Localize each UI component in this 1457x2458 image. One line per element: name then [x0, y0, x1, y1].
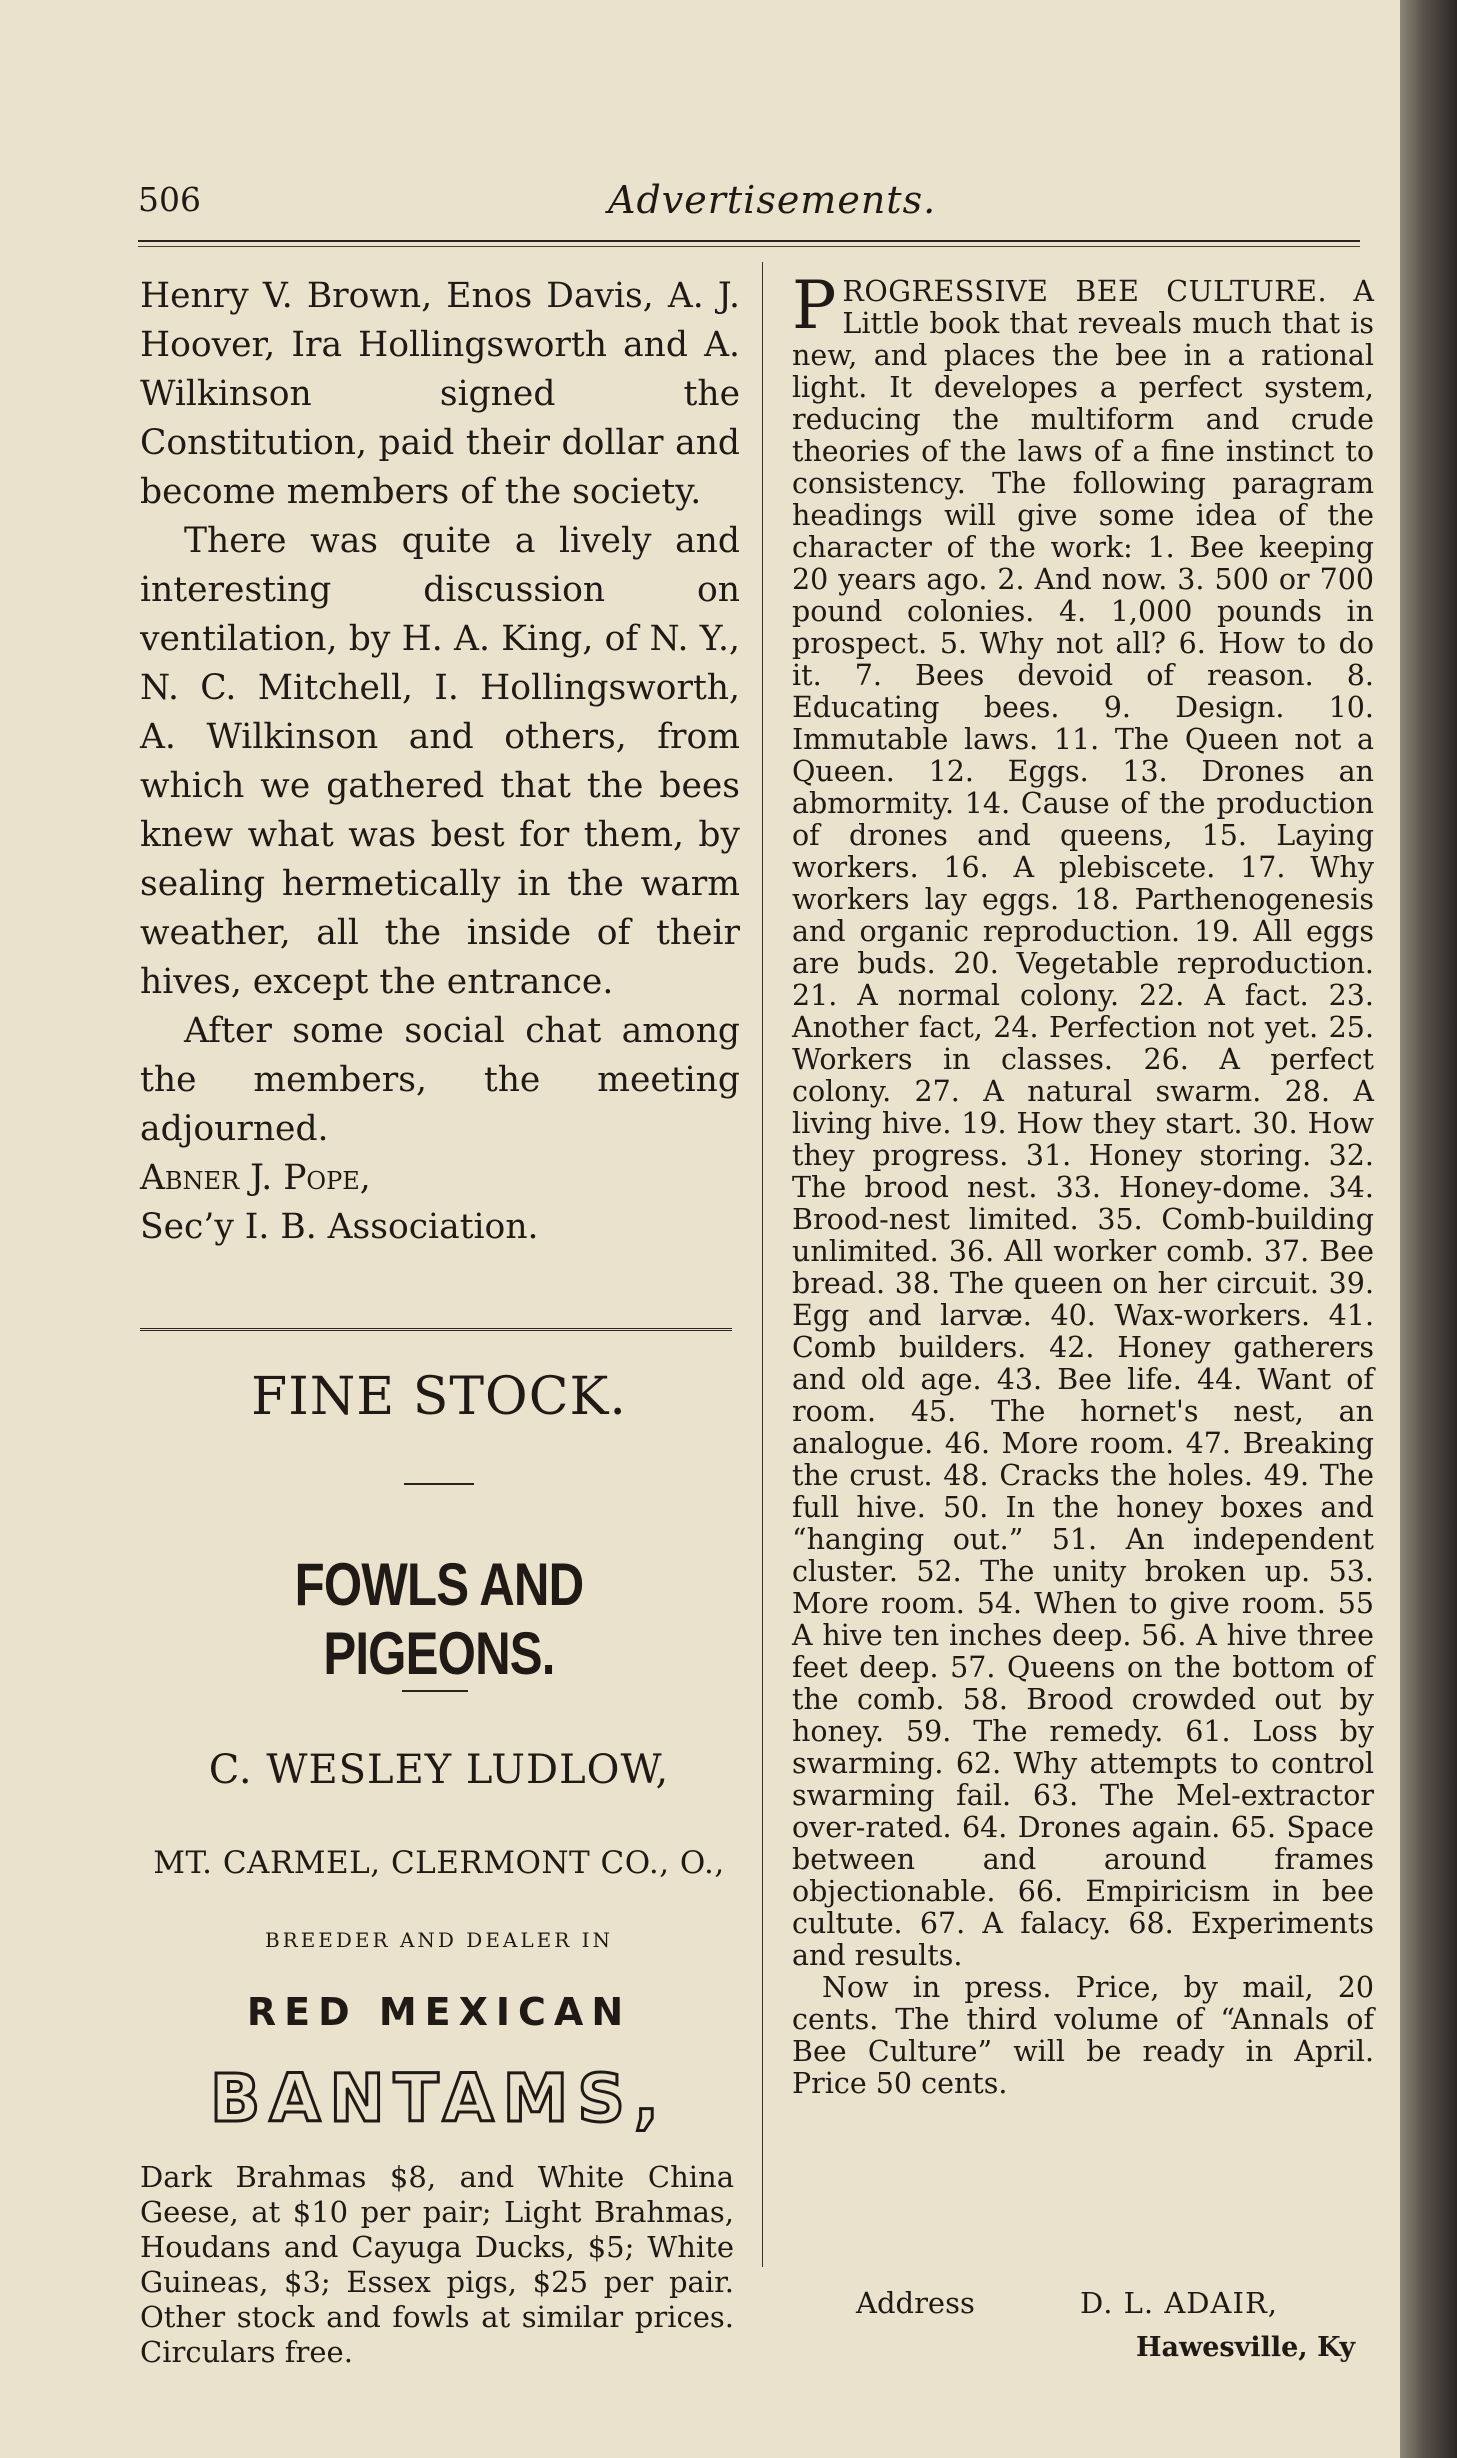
- page-number: 506: [138, 180, 201, 219]
- stock-price-list: [140, 2160, 734, 2370]
- book-title: ROGRESSIVE BEE CULTURE.: [842, 275, 1328, 308]
- article-paragraph: Henry V. Brown, Enos Davis, A. J. Hoover, Ira Hollingsworth and A. Wilkinson signed the Constitution, paid their dollar and become members of the society.: [140, 276, 740, 512]
- dealer-name: C. WESLEY LUDLOW,: [208, 1747, 670, 1793]
- breed-name-large: BANTAMS,: [210, 2060, 668, 2137]
- page-edge: [1400, 0, 1457, 2458]
- book-description: A Little book that reveals much that is new, and places the bee in a rational light. It developes a perfect system, reducing the multiform and crude theories of the laws of a fine instinct to consistency. The following paragram headings will give some idea of the character of the work: 1. Bee keeping 20 years ago. 2. And now. 3. 500 or 700 pound colonies. 4. 1,000 pounds in prospect. 5. Why not all? 6. How to do it. 7. Bees devoid of reason. 8. Educating bees. 9. Design. 10. Immutable laws. 11. The Queen not a Queen. 12. Eggs. 13. Drones an abmormity. 14. Cause of the production of drones and queens, 15. Laying workers. 16. A plebiscete. 17. Why workers lay eggs. 18. Parthenogenesis and organic reproduction. 19. All eggs are buds. 20. Vegetable reproduction. 21. A normal colony. 22. A fact. 23. Another fact, 24. Perfection not yet. 25. Workers in classes. 26. A perfect colony. 27. A natural swarm. 28. A living hive. 19. How they start. 30. How they progress. 31. Honey storing. 32. The brood nest. 33. Honey-dome. 34. Brood-nest limited. 35. Comb-building unlimited. 36. All worker comb. 37. Bee bread. 38. The queen on her circuit. 39. Egg and larvæ. 40. Wax-workers. 41. Comb builders. 42. Honey gatherers and old age. 43. Bee life. 44. Want of room. 45. The hornet's nest, an analogue. 46. More room. 47. Breaking the crust. 48. Cracks the holes. 49. The full hive. 50. In the honey boxes and “hanging out.” 51. An independent cluster. 52. The unity broken up. 53. More room. 54. When to give room. 55 A hive ten inches deep. 56. A hive three feet deep. 57. Queens on the bottom of the comb. 58. Brood crowded out by honey. 59. The remedy. 61. Loss by swarming. 62. Why attempts to control swarming fail. 63. The Mel-extractor over-rated. 64. Drones again. 65. Space between and around frames objectionable. 66. Empiricism in bee cultute. 67. A falacy. 68. Experiments and results.: [792, 275, 1374, 1972]
- ad-subheading: FOWLS AND PIGEONS.: [294, 1551, 584, 1687]
- header-rule: [138, 240, 1360, 242]
- advertiser-city: Hawesville, Ky: [1136, 2332, 1356, 2363]
- signature-title: Sec’y I. B. Association.: [140, 1207, 539, 1247]
- ad-divider: [404, 1483, 474, 1485]
- running-header: [138, 180, 1368, 230]
- header-rule-secondary: [138, 246, 1360, 247]
- stock-ad-body: Dark Brahmas $8, and White China Geese, at $10 per pair; Light Brahmas, Houdans and Cayuga Ducks, $5; White Guineas, $3; Essex pigs, $25 per pair. Other stock and fowls at similar prices. Circulars free.: [140, 2160, 734, 2369]
- dealer-location: MT. CARMEL, CLERMONT CO., O.,: [153, 1845, 725, 1881]
- ad-heading: FINE STOCK.: [251, 1367, 627, 1427]
- left-article: [140, 272, 740, 1252]
- book-ad-body: [792, 267, 1374, 1972]
- advertiser-name: D. L. ADAIR,: [1080, 2286, 1278, 2320]
- advertiser-address: [792, 2286, 1372, 2376]
- signature-name: Abner J. Pope,: [140, 1158, 371, 1198]
- book-advertisement: [792, 267, 1374, 2100]
- drop-cap: P: [792, 267, 837, 344]
- section-title: Advertisements.: [608, 178, 937, 222]
- breeder-line: BREEDER AND DEALER IN: [264, 1928, 614, 1952]
- breed-name: RED MEXICAN: [246, 1990, 632, 2034]
- advertisement-rule: [140, 1328, 732, 1333]
- article-paragraph: There was quite a lively and interesting discussion on ventilation, by H. A. King, of N. Y., N. C. Mitchell, I. Hollingsworth, A. Wilkinson and others, from which we gathered that the bees knew what was best for them, by sealing hermetically in the warm weather, all the inside of their hives, except the entrance.: [140, 521, 740, 1002]
- column-divider: [762, 262, 763, 2267]
- press-note: Now in press. Price, by mail, 20 cents. The third volume of “Annals of Bee Culture” will be ready in April. Price 50 cents.: [792, 1971, 1374, 2100]
- address-label: Address: [856, 2286, 975, 2320]
- article-paragraph: After some social chat among the members, the meeting adjourned.: [140, 1011, 740, 1149]
- ad-divider: [402, 1690, 468, 1692]
